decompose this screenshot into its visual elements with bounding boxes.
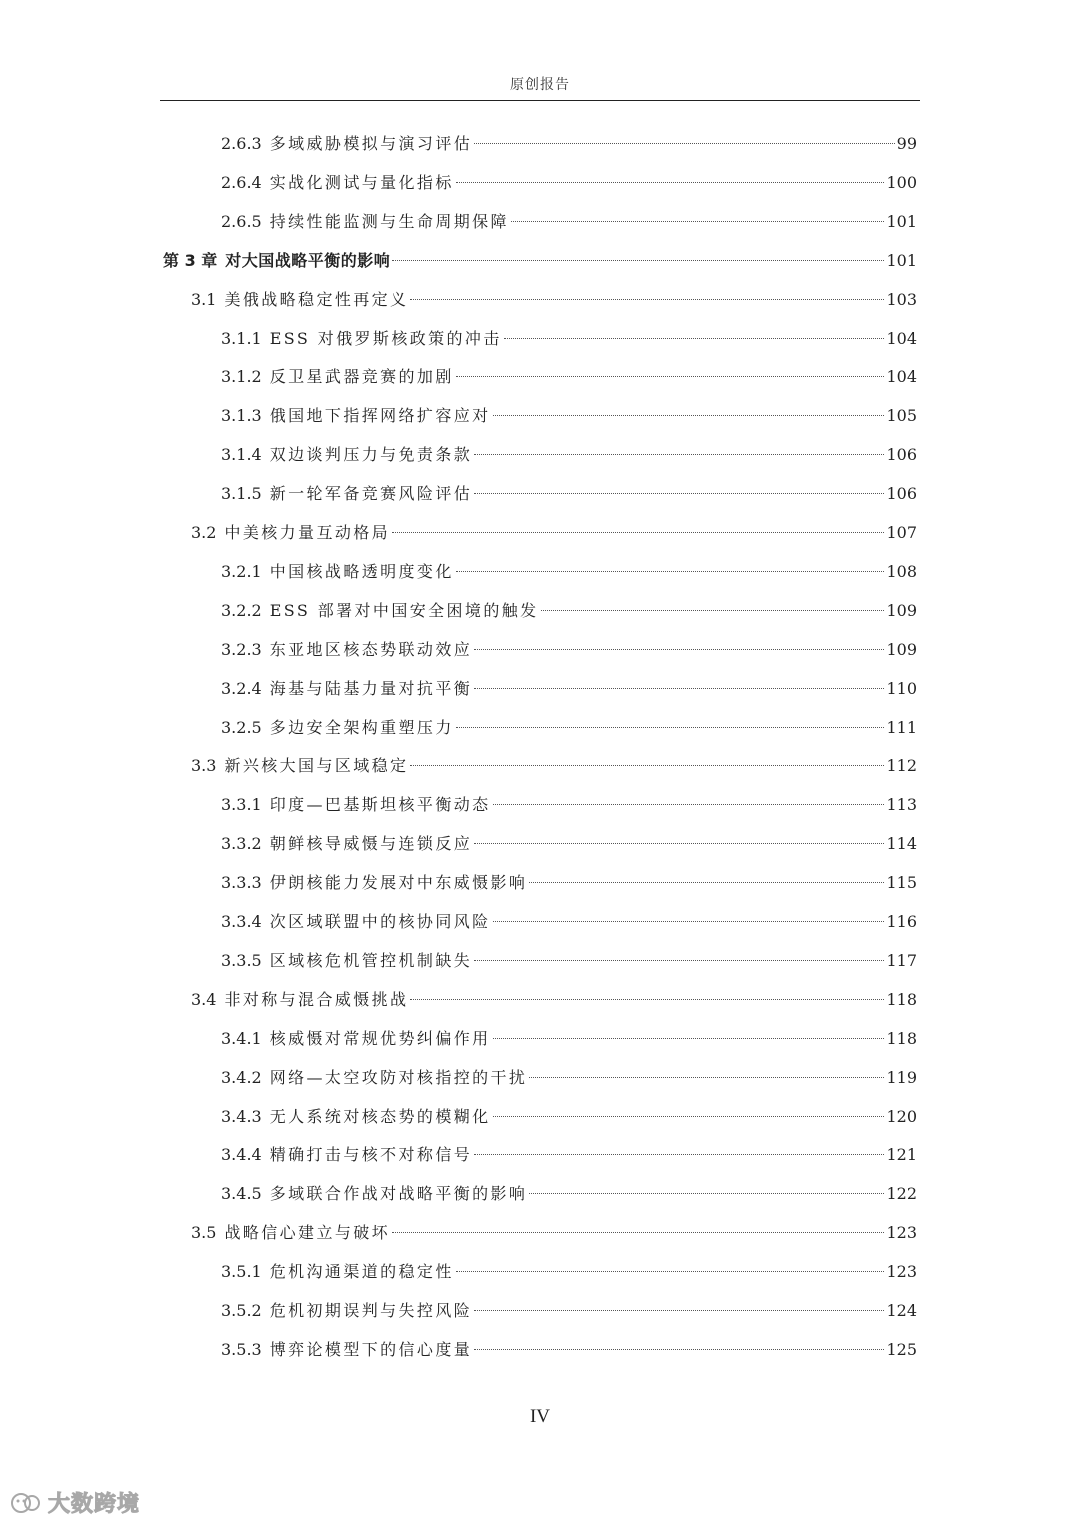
toc-entry-number: 3.4.2	[221, 1068, 262, 1087]
toc-entry-page: 105	[886, 406, 917, 425]
toc-entry[interactable]	[221, 785, 917, 824]
toc-entry-number: 3.5	[191, 1223, 217, 1242]
toc-dot-leader	[493, 1038, 885, 1039]
toc-entry[interactable]	[221, 474, 917, 513]
toc-dot-leader	[410, 999, 884, 1000]
toc-entry[interactable]	[221, 124, 917, 163]
toc-entry[interactable]	[221, 630, 917, 669]
toc-dot-leader	[474, 493, 884, 494]
toc-entry-title: 区域核危机管控机制缺失	[269, 951, 473, 970]
toc-entry[interactable]	[191, 280, 917, 319]
toc-entry-number: 3.1.1	[221, 329, 262, 348]
toc-entry-page: 104	[886, 367, 917, 386]
toc-entry-number: 2.6.5	[221, 212, 262, 231]
toc-entry-title: 多域威胁模拟与演习评估	[269, 134, 473, 153]
toc-entry[interactable]	[221, 863, 917, 902]
toc-dot-leader	[474, 688, 884, 689]
toc-entry[interactable]	[221, 669, 917, 708]
toc-dot-leader	[392, 1232, 884, 1233]
toc-entry[interactable]	[221, 1019, 917, 1058]
toc-entry[interactable]	[221, 591, 917, 630]
toc-dot-leader	[456, 727, 885, 728]
toc-entry-page: 124	[886, 1301, 917, 1320]
toc-dot-leader	[474, 1349, 884, 1350]
page-number: IV	[529, 1406, 551, 1427]
toc-entry-title: 非对称与混合威慑挑战	[224, 990, 409, 1009]
wechat-channel-icon	[10, 1490, 42, 1516]
toc-dot-leader	[511, 221, 885, 222]
toc-entry-number: 3.3.2	[221, 834, 262, 853]
toc-entry[interactable]	[221, 1252, 917, 1291]
toc-entry-title: ESS 部署对中国安全困境的触发	[269, 601, 539, 620]
toc-entry-page: 111	[886, 718, 917, 737]
toc-entry-title: 多域联合作战对战略平衡的影响	[269, 1184, 528, 1203]
toc-dot-leader	[456, 1271, 885, 1272]
toc-dot-leader	[474, 143, 895, 144]
toc-entry-page: 115	[886, 873, 917, 892]
toc-entry-page: 110	[886, 679, 917, 698]
toc-entry[interactable]	[221, 1174, 917, 1213]
toc-dot-leader	[493, 1116, 885, 1117]
toc-entry-page: 117	[886, 951, 917, 970]
toc-entry-title: 美俄战略稳定性再定义	[224, 290, 409, 309]
toc-dot-leader	[529, 1077, 884, 1078]
toc-entry-title: 中美核力量互动格局	[224, 523, 391, 542]
toc-entry-page: 104	[886, 329, 917, 348]
toc-entry[interactable]	[221, 1135, 917, 1174]
toc-entry-number: 3.4	[191, 990, 217, 1009]
toc-entry-page: 108	[886, 562, 917, 581]
toc-entry[interactable]	[221, 708, 917, 747]
toc-entry-number: 3.3.5	[221, 951, 262, 970]
header-divider	[160, 100, 920, 101]
toc-entry-page: 101	[886, 251, 917, 270]
toc-entry-number: 3.3.3	[221, 873, 262, 892]
toc-entry-number: 3.2.1	[221, 562, 262, 581]
toc-entry-number: 3.2.3	[221, 640, 262, 659]
toc-dot-leader	[474, 454, 884, 455]
toc-dot-leader	[474, 1310, 884, 1311]
toc-entry[interactable]	[221, 319, 917, 358]
toc-dot-leader	[410, 299, 884, 300]
toc-dot-leader	[504, 338, 885, 339]
toc-dot-leader	[493, 921, 885, 922]
toc-entry-page: 103	[886, 290, 917, 309]
toc-entry-title: 精确打击与核不对称信号	[269, 1145, 473, 1164]
toc-entry-number: 3.4.1	[221, 1029, 262, 1048]
toc-entry[interactable]	[221, 1330, 917, 1369]
toc-entry-title: 新一轮军备竞赛风险评估	[269, 484, 473, 503]
toc-entry-page: 114	[886, 834, 917, 853]
toc-entry-number: 2.6.3	[221, 134, 262, 153]
toc-dot-leader	[529, 1193, 884, 1194]
toc-entry-title: 新兴核大国与区域稳定	[224, 756, 409, 775]
toc-dot-leader	[474, 843, 884, 844]
page-header: 原创报告	[510, 77, 570, 93]
toc-dot-leader	[456, 376, 885, 377]
toc-entry-page: 119	[886, 1068, 917, 1087]
toc-entry[interactable]	[191, 1213, 917, 1252]
toc-entry-title: 网络—太空攻防对核指控的干扰	[269, 1068, 528, 1087]
toc-entry-title: 战略信心建立与破坏	[224, 1223, 391, 1242]
toc-entry-title: 核威慑对常规优势纠偏作用	[269, 1029, 491, 1048]
toc-entry-page: 122	[886, 1184, 917, 1203]
toc-entry-title: 次区域联盟中的核协同风险	[269, 912, 491, 931]
toc-entry[interactable]	[163, 241, 917, 280]
toc-entry-title: 中国核战略透明度变化	[269, 562, 454, 581]
toc-entry-title: 持续性能监测与生命周期保障	[269, 212, 509, 231]
toc-entry[interactable]	[221, 824, 917, 863]
toc-entry-number: 3.4.5	[221, 1184, 262, 1203]
toc-entry-title: 危机沟通渠道的稳定性	[269, 1262, 454, 1281]
toc-entry[interactable]	[191, 980, 917, 1019]
toc-dot-leader	[474, 1154, 884, 1155]
toc-entry-number: 3.1.2	[221, 367, 262, 386]
toc-entry-number: 3.1.5	[221, 484, 262, 503]
toc-entry-title: 多边安全架构重塑压力	[269, 718, 454, 737]
toc-entry[interactable]	[221, 396, 917, 435]
toc-entry-page: 106	[886, 445, 917, 464]
toc-entry-number: 第 3 章	[163, 251, 218, 270]
toc-entry-title: 海基与陆基力量对抗平衡	[269, 679, 473, 698]
toc-entry-title: 对大国战略平衡的影响	[225, 251, 391, 270]
toc-entry-page: 107	[886, 523, 917, 542]
toc-entry-page: 109	[886, 640, 917, 659]
toc-entry-page: 116	[886, 912, 917, 931]
toc-dot-leader	[493, 415, 885, 416]
watermark-text: 大数跨境	[48, 1492, 141, 1517]
toc-entry-page: 118	[886, 1029, 917, 1048]
toc-entry-number: 3.4.3	[221, 1107, 262, 1126]
toc-entry-number: 3.3.4	[221, 912, 262, 931]
toc-entry[interactable]	[191, 746, 917, 785]
toc-entry-page: 118	[886, 990, 917, 1009]
toc-entry[interactable]	[191, 513, 917, 552]
toc-entry-page: 113	[886, 795, 917, 814]
toc-entry-number: 3.4.4	[221, 1145, 262, 1164]
watermark	[10, 1487, 140, 1518]
toc-entry-title: 朝鲜核导威慑与连锁反应	[269, 834, 473, 853]
toc-entry[interactable]	[221, 435, 917, 474]
toc-entry[interactable]	[221, 941, 917, 980]
toc-entry-page: 120	[886, 1107, 917, 1126]
toc-entry-title: 博弈论模型下的信心度量	[269, 1340, 473, 1359]
toc-entry-title: 伊朗核能力发展对中东威慑影响	[269, 873, 528, 892]
toc-entry-number: 2.6.4	[221, 173, 262, 192]
toc-dot-leader	[392, 532, 884, 533]
toc-entry-number: 3.3	[191, 756, 217, 775]
toc-entry[interactable]	[221, 552, 917, 591]
toc-entry-number: 3.3.1	[221, 795, 262, 814]
toc-entry-title: 东亚地区核态势联动效应	[269, 640, 473, 659]
toc-dot-leader	[456, 571, 885, 572]
toc-entry[interactable]	[221, 1058, 917, 1097]
toc-entry-number: 3.1	[191, 290, 217, 309]
toc-entry[interactable]	[221, 163, 917, 202]
toc-entry-page: 101	[886, 212, 917, 231]
toc-entry-title: 实战化测试与量化指标	[269, 173, 454, 192]
toc-entry-number: 3.2	[191, 523, 217, 542]
toc-dot-leader	[456, 182, 885, 183]
toc-entry-page: 125	[886, 1340, 917, 1359]
toc-dot-leader	[541, 610, 885, 611]
toc-entry-page: 106	[886, 484, 917, 503]
toc-dot-leader	[474, 960, 884, 961]
toc-entry-number: 3.2.4	[221, 679, 262, 698]
toc-dot-leader	[474, 649, 884, 650]
toc-entry[interactable]	[221, 1291, 917, 1330]
toc-entry-title: 印度—巴基斯坦核平衡动态	[269, 795, 491, 814]
toc-entry-title: 双边谈判压力与免责条款	[269, 445, 473, 464]
toc-entry-title: 无人系统对核态势的模糊化	[269, 1107, 491, 1126]
toc-entry-number: 3.1.4	[221, 445, 262, 464]
toc-entry-page: 100	[886, 173, 917, 192]
toc-entry-number: 3.2.5	[221, 718, 262, 737]
toc-dot-leader	[529, 882, 884, 883]
toc-entry-page: 123	[886, 1223, 917, 1242]
toc-dot-leader	[392, 260, 884, 261]
toc-entry[interactable]	[221, 902, 917, 941]
toc-entry-number: 3.5.3	[221, 1340, 262, 1359]
toc-entry-number: 3.2.2	[221, 601, 262, 620]
toc-entry-page: 123	[886, 1262, 917, 1281]
toc-entry-number: 3.5.2	[221, 1301, 262, 1320]
toc-entry[interactable]	[221, 202, 917, 241]
toc-dot-leader	[493, 804, 885, 805]
toc-entry-page: 121	[886, 1145, 917, 1164]
toc-entry-page: 109	[886, 601, 917, 620]
toc-entry-page: 112	[886, 756, 917, 775]
toc-entry-number: 3.1.3	[221, 406, 262, 425]
toc-entry-title: 俄国地下指挥网络扩容应对	[269, 406, 491, 425]
toc-dot-leader	[410, 765, 884, 766]
toc-entry-number: 3.5.1	[221, 1262, 262, 1281]
toc-entry-page: 99	[896, 134, 917, 153]
toc-entry-title: 反卫星武器竞赛的加剧	[269, 367, 454, 386]
toc-entry[interactable]	[221, 1097, 917, 1136]
toc-entry-title: 危机初期误判与失控风险	[269, 1301, 473, 1320]
toc-entry[interactable]	[221, 357, 917, 396]
toc-entry-title: ESS 对俄罗斯核政策的冲击	[269, 329, 502, 348]
